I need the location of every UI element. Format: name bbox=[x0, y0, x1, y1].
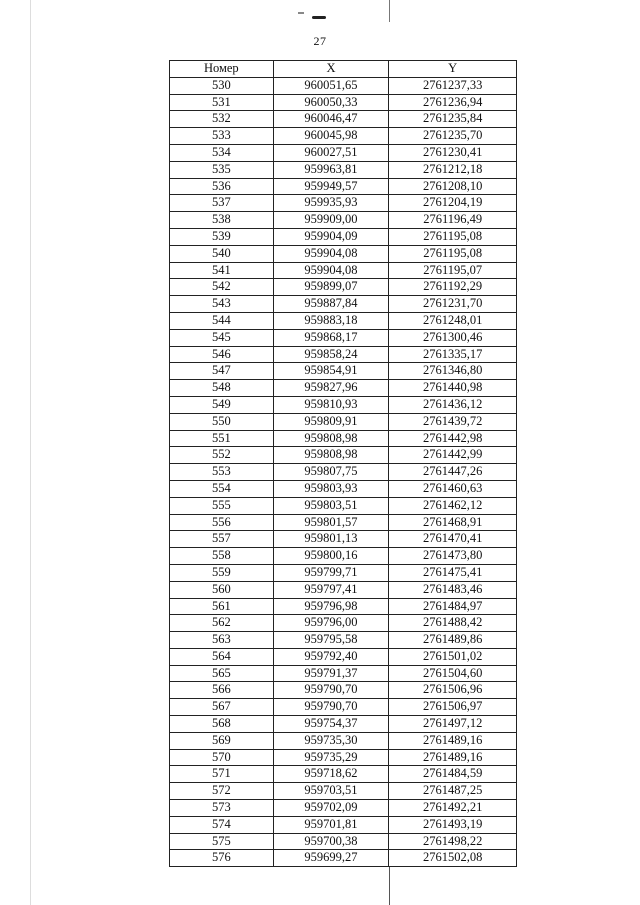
cell-y: 2761447,26 bbox=[389, 464, 517, 481]
table-row bbox=[170, 665, 517, 682]
cell-y: 2761236,94 bbox=[389, 94, 517, 111]
cell-number: 565 bbox=[170, 665, 274, 682]
cell-x: 959868,17 bbox=[273, 329, 389, 346]
cell-y: 2761493,19 bbox=[389, 816, 517, 833]
table-row bbox=[170, 581, 517, 598]
column-header-number: Номер bbox=[170, 61, 274, 78]
cell-y: 2761196,49 bbox=[389, 212, 517, 229]
cell-number: 547 bbox=[170, 363, 274, 380]
cell-y: 2761230,41 bbox=[389, 144, 517, 161]
cell-y: 2761497,12 bbox=[389, 716, 517, 733]
cell-x: 959949,57 bbox=[273, 178, 389, 195]
table-row bbox=[170, 749, 517, 766]
cell-y: 2761489,86 bbox=[389, 632, 517, 649]
table-row bbox=[170, 497, 517, 514]
cell-number: 552 bbox=[170, 447, 274, 464]
cell-y: 2761501,02 bbox=[389, 648, 517, 665]
cell-y: 2761195,07 bbox=[389, 262, 517, 279]
cell-y: 2761489,16 bbox=[389, 749, 517, 766]
table-row bbox=[170, 716, 517, 733]
cell-number: 535 bbox=[170, 161, 274, 178]
table-row bbox=[170, 699, 517, 716]
table-row bbox=[170, 800, 517, 817]
cell-x: 959703,51 bbox=[273, 783, 389, 800]
cell-y: 2761470,41 bbox=[389, 531, 517, 548]
table-row bbox=[170, 783, 517, 800]
cell-x: 959795,58 bbox=[273, 632, 389, 649]
cell-y: 2761483,46 bbox=[389, 581, 517, 598]
cell-x: 959809,91 bbox=[273, 413, 389, 430]
cell-y: 2761504,60 bbox=[389, 665, 517, 682]
table-row bbox=[170, 128, 517, 145]
cell-number: 563 bbox=[170, 632, 274, 649]
cell-x: 959904,08 bbox=[273, 245, 389, 262]
cell-number: 545 bbox=[170, 329, 274, 346]
cell-number: 536 bbox=[170, 178, 274, 195]
cell-number: 556 bbox=[170, 514, 274, 531]
cell-number: 573 bbox=[170, 800, 274, 817]
table-row bbox=[170, 833, 517, 850]
cell-x: 959904,09 bbox=[273, 228, 389, 245]
cell-y: 2761468,91 bbox=[389, 514, 517, 531]
cell-number: 541 bbox=[170, 262, 274, 279]
table-row bbox=[170, 816, 517, 833]
column-header-x: X bbox=[273, 61, 389, 78]
cell-number: 555 bbox=[170, 497, 274, 514]
cell-number: 538 bbox=[170, 212, 274, 229]
table-row bbox=[170, 514, 517, 531]
cell-y: 2761192,29 bbox=[389, 279, 517, 296]
cell-x: 959963,81 bbox=[273, 161, 389, 178]
cell-y: 2761335,17 bbox=[389, 346, 517, 363]
cell-x: 959796,98 bbox=[273, 598, 389, 615]
cell-number: 576 bbox=[170, 850, 274, 867]
cell-x: 959790,70 bbox=[273, 682, 389, 699]
cell-number: 571 bbox=[170, 766, 274, 783]
table-row bbox=[170, 850, 517, 867]
cell-y: 2761440,98 bbox=[389, 380, 517, 397]
table-row bbox=[170, 615, 517, 632]
cell-x: 960051,65 bbox=[273, 77, 389, 94]
cell-x: 959718,62 bbox=[273, 766, 389, 783]
table-body bbox=[170, 77, 517, 866]
cell-x: 960027,51 bbox=[273, 144, 389, 161]
table-row bbox=[170, 94, 517, 111]
cell-number: 553 bbox=[170, 464, 274, 481]
table-row bbox=[170, 531, 517, 548]
cell-y: 2761442,99 bbox=[389, 447, 517, 464]
table-row bbox=[170, 312, 517, 329]
page-number: 27 bbox=[313, 34, 327, 48]
cell-x: 960050,33 bbox=[273, 94, 389, 111]
cell-number: 533 bbox=[170, 128, 274, 145]
scan-fold-bottom bbox=[389, 866, 390, 905]
table-row bbox=[170, 195, 517, 212]
cell-x: 959700,38 bbox=[273, 833, 389, 850]
table-row bbox=[170, 447, 517, 464]
cell-y: 2761442,98 bbox=[389, 430, 517, 447]
cell-x: 959792,40 bbox=[273, 648, 389, 665]
cell-y: 2761300,46 bbox=[389, 329, 517, 346]
cell-number: 570 bbox=[170, 749, 274, 766]
cell-y: 2761475,41 bbox=[389, 564, 517, 581]
table-row bbox=[170, 346, 517, 363]
cell-y: 2761487,25 bbox=[389, 783, 517, 800]
cell-y: 2761462,12 bbox=[389, 497, 517, 514]
cell-number: 568 bbox=[170, 716, 274, 733]
cell-x: 959801,13 bbox=[273, 531, 389, 548]
table-row bbox=[170, 548, 517, 565]
table-row bbox=[170, 296, 517, 313]
cell-x: 959854,91 bbox=[273, 363, 389, 380]
table-row bbox=[170, 212, 517, 229]
cell-y: 2761195,08 bbox=[389, 228, 517, 245]
cell-number: 530 bbox=[170, 77, 274, 94]
cell-y: 2761473,80 bbox=[389, 548, 517, 565]
cell-x: 959735,29 bbox=[273, 749, 389, 766]
cell-y: 2761439,72 bbox=[389, 413, 517, 430]
cell-x: 959699,27 bbox=[273, 850, 389, 867]
cell-x: 959702,09 bbox=[273, 800, 389, 817]
table-row bbox=[170, 464, 517, 481]
stamp-smudge-small bbox=[298, 12, 304, 14]
cell-y: 2761235,70 bbox=[389, 128, 517, 145]
cell-x: 959791,37 bbox=[273, 665, 389, 682]
cell-number: 546 bbox=[170, 346, 274, 363]
cell-number: 543 bbox=[170, 296, 274, 313]
table-row bbox=[170, 363, 517, 380]
cell-x: 959909,00 bbox=[273, 212, 389, 229]
cell-number: 537 bbox=[170, 195, 274, 212]
table-header-row bbox=[170, 61, 517, 78]
cell-x: 960045,98 bbox=[273, 128, 389, 145]
table-row bbox=[170, 732, 517, 749]
cell-x: 959801,57 bbox=[273, 514, 389, 531]
cell-number: 531 bbox=[170, 94, 274, 111]
cell-x: 959807,75 bbox=[273, 464, 389, 481]
cell-x: 959796,00 bbox=[273, 615, 389, 632]
cell-number: 575 bbox=[170, 833, 274, 850]
table-row bbox=[170, 598, 517, 615]
table-row bbox=[170, 682, 517, 699]
cell-y: 2761502,08 bbox=[389, 850, 517, 867]
cell-number: 549 bbox=[170, 396, 274, 413]
table-row bbox=[170, 413, 517, 430]
table-row bbox=[170, 111, 517, 128]
cell-number: 539 bbox=[170, 228, 274, 245]
cell-x: 959803,93 bbox=[273, 480, 389, 497]
cell-y: 2761235,84 bbox=[389, 111, 517, 128]
stamp-smudge bbox=[312, 16, 326, 19]
scan-fold-top bbox=[389, 0, 390, 22]
table-row bbox=[170, 480, 517, 497]
cell-y: 2761195,08 bbox=[389, 245, 517, 262]
cell-x: 959754,37 bbox=[273, 716, 389, 733]
cell-y: 2761248,01 bbox=[389, 312, 517, 329]
cell-x: 959808,98 bbox=[273, 430, 389, 447]
cell-number: 550 bbox=[170, 413, 274, 430]
cell-number: 544 bbox=[170, 312, 274, 329]
table-row bbox=[170, 228, 517, 245]
table-row bbox=[170, 178, 517, 195]
cell-y: 2761237,33 bbox=[389, 77, 517, 94]
coordinates-table bbox=[169, 60, 517, 867]
table-row bbox=[170, 648, 517, 665]
cell-y: 2761436,12 bbox=[389, 396, 517, 413]
table-row bbox=[170, 430, 517, 447]
table-row bbox=[170, 564, 517, 581]
table-row bbox=[170, 329, 517, 346]
cell-number: 566 bbox=[170, 682, 274, 699]
table-row bbox=[170, 245, 517, 262]
table-row bbox=[170, 380, 517, 397]
cell-y: 2761484,59 bbox=[389, 766, 517, 783]
cell-number: 574 bbox=[170, 816, 274, 833]
cell-x: 959799,71 bbox=[273, 564, 389, 581]
cell-y: 2761484,97 bbox=[389, 598, 517, 615]
cell-x: 959904,08 bbox=[273, 262, 389, 279]
cell-number: 559 bbox=[170, 564, 274, 581]
cell-number: 540 bbox=[170, 245, 274, 262]
cell-x: 959808,98 bbox=[273, 447, 389, 464]
cell-y: 2761506,97 bbox=[389, 699, 517, 716]
cell-y: 2761506,96 bbox=[389, 682, 517, 699]
cell-number: 558 bbox=[170, 548, 274, 565]
cell-y: 2761204,19 bbox=[389, 195, 517, 212]
cell-y: 2761460,63 bbox=[389, 480, 517, 497]
table-row bbox=[170, 144, 517, 161]
table-row bbox=[170, 766, 517, 783]
cell-x: 959858,24 bbox=[273, 346, 389, 363]
table-row bbox=[170, 161, 517, 178]
cell-number: 562 bbox=[170, 615, 274, 632]
cell-x: 959790,70 bbox=[273, 699, 389, 716]
cell-y: 2761208,10 bbox=[389, 178, 517, 195]
cell-y: 2761489,16 bbox=[389, 732, 517, 749]
cell-number: 560 bbox=[170, 581, 274, 598]
cell-x: 959800,16 bbox=[273, 548, 389, 565]
table-row bbox=[170, 77, 517, 94]
cell-x: 959887,84 bbox=[273, 296, 389, 313]
cell-y: 2761492,21 bbox=[389, 800, 517, 817]
cell-x: 959735,30 bbox=[273, 732, 389, 749]
cell-number: 548 bbox=[170, 380, 274, 397]
cell-number: 569 bbox=[170, 732, 274, 749]
cell-number: 554 bbox=[170, 480, 274, 497]
cell-y: 2761498,22 bbox=[389, 833, 517, 850]
table-row bbox=[170, 396, 517, 413]
cell-x: 959883,18 bbox=[273, 312, 389, 329]
cell-number: 542 bbox=[170, 279, 274, 296]
cell-y: 2761488,42 bbox=[389, 615, 517, 632]
cell-y: 2761231,70 bbox=[389, 296, 517, 313]
cell-number: 561 bbox=[170, 598, 274, 615]
cell-number: 551 bbox=[170, 430, 274, 447]
cell-y: 2761212,18 bbox=[389, 161, 517, 178]
table-row bbox=[170, 279, 517, 296]
table-row bbox=[170, 262, 517, 279]
cell-number: 567 bbox=[170, 699, 274, 716]
cell-number: 532 bbox=[170, 111, 274, 128]
cell-x: 959701,81 bbox=[273, 816, 389, 833]
cell-x: 959810,93 bbox=[273, 396, 389, 413]
cell-number: 557 bbox=[170, 531, 274, 548]
scan-edge-left bbox=[30, 0, 31, 905]
cell-number: 564 bbox=[170, 648, 274, 665]
cell-x: 959797,41 bbox=[273, 581, 389, 598]
cell-x: 960046,47 bbox=[273, 111, 389, 128]
cell-x: 959899,07 bbox=[273, 279, 389, 296]
cell-x: 959803,51 bbox=[273, 497, 389, 514]
cell-x: 959827,96 bbox=[273, 380, 389, 397]
cell-y: 2761346,80 bbox=[389, 363, 517, 380]
cell-number: 572 bbox=[170, 783, 274, 800]
cell-x: 959935,93 bbox=[273, 195, 389, 212]
table-row bbox=[170, 632, 517, 649]
cell-number: 534 bbox=[170, 144, 274, 161]
column-header-y: Y bbox=[389, 61, 517, 78]
